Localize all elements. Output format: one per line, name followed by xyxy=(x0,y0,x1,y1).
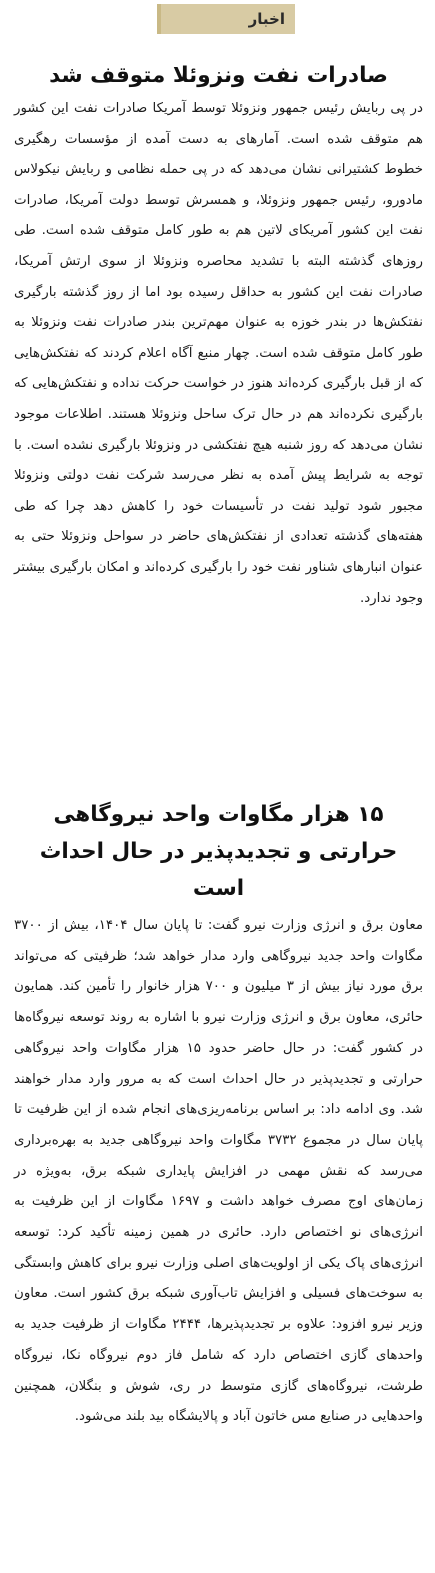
article-headline: صادرات نفت ونزوئلا متوقف شد xyxy=(49,63,388,88)
section-label-bar xyxy=(157,4,295,34)
article-venezuela-oil xyxy=(14,58,423,614)
section-label: اخبار xyxy=(248,10,285,28)
article-headline: ۱۵ هزار مگاوات واحد نیروگاهی حرارتی و تجدیدپذیر در حال احداث است xyxy=(39,802,398,901)
article-body: در پی ربایش رئیس جمهور ونزوئلا توسط آمریکا صادرات نفت این کشور هم متوقف شده است. آمارهای به دست آمده از مؤسسات رهگیری خطوط کشتیرانی نشان می‌دهد که در پی حمله نظامی و ربایش نیکولاس مادورو، رئیس جمهور ونزوئلا، و همسرش توسط دولت آمریکا، صادرات نفت این کشور آمریکای لاتین هم به طور کامل متوقف شده است. طی روزهای گذشته البته با تشدید محاصره ونزوئلا از سوی ارتش آمریکا، صادرات نفت این کشور به حداقل رسیده بود اما از روز گذشته بارگیری نفتکش‌ها در بندر خوزه به عنوان مهم‌ترین بندر صادرات نفت ونزوئلا به طور کامل متوقف شده است. چهار منبع آگاه اعلام کردند که نفتکش‌هایی که از قبل بارگیری کرده‌اند هنوز در خواست حرکت نداده و نفتکش‌هایی که بارگیری نکرده‌اند هم در حال ترک ساحل ونزوئلا هستند. اطلاعات موجود نشان می‌دهد که روز شنبه هیچ نفتکشی در ونزوئلا بارگیری نشده است. با توجه به شرایط پیش آمده به نظر می‌رسد شرکت نفت دولتی ونزوئلا مجبور شود تولید نفت در تأسیسات خود را کاهش دهد چرا که طی هفته‌های گذشته تعدادی از نفتکش‌های حاضر در سواحل ونزوئلا حتی به عنوان انبارهای شناور نفت خود را بارگیری کرده‌اند و امکان بارگیری بیشتر وجود ندارد. xyxy=(14,101,423,606)
article-power-plants xyxy=(14,796,423,1433)
article-body: معاون برق و انرژی وزارت نیرو گفت: تا پایان سال ۱۴۰۴، بیش از ۳۷۰۰ مگاوات واحد جدید نیروگاهی وارد مدار خواهد شد؛ ظرفیتی که می‌تواند برق مورد نیاز بیش از ۳ میلیون و ۷۰۰ هزار خانوار را تأمین کند. همایون حائری، معاون برق و انرژی وزارت نیرو با اشاره به روند توسعه نیروگاه‌ها در کشور گفت: در حال حاضر حدود ۱۵ هزار مگاوات واحد نیروگاهی حرارتی و تجدیدپذیر در حال احداث است که به مرور وارد مدار خواهند شد. وی ادامه داد: بر اساس برنامه‌ریزی‌های انجام شده از این ظرفیت تا پایان سال در مجموع ۳۷۳۲ مگاوات واحد نیروگاهی جدید به بهره‌برداری می‌رسد که نقش مهمی در افزایش پایداری شبکه برق، به‌ویژه در زمان‌های اوج مصرف خواهد داشت و ۱۶۹۷ مگاوات از این ظرفیت به انرژی‌های نو اختصاص دارد. حائری در همین زمینه تأکید کرد: توسعه انرژی‌های پاک یکی از اولویت‌های اصلی وزارت نیرو برای کاهش وابستگی به سوخت‌های فسیلی و افزایش تاب‌آوری شبکه برق کشور است. معاون وزیر نیرو افزود: علاوه بر تجدیدپذیرها، ۲۴۴۴ مگاوات از ظرفیت جدید به واحدهای گازی اختصاص دارد که شامل فاز دوم نیروگاه نکا، نیروگاه طرشت، نیروگاه‌های گازی متوسط در ری، شوش و بنگلان، همچنین واحدهایی در صنایع مس خاتون آباد و پالایشگاه بید بلند می‌شود. xyxy=(14,918,424,1425)
